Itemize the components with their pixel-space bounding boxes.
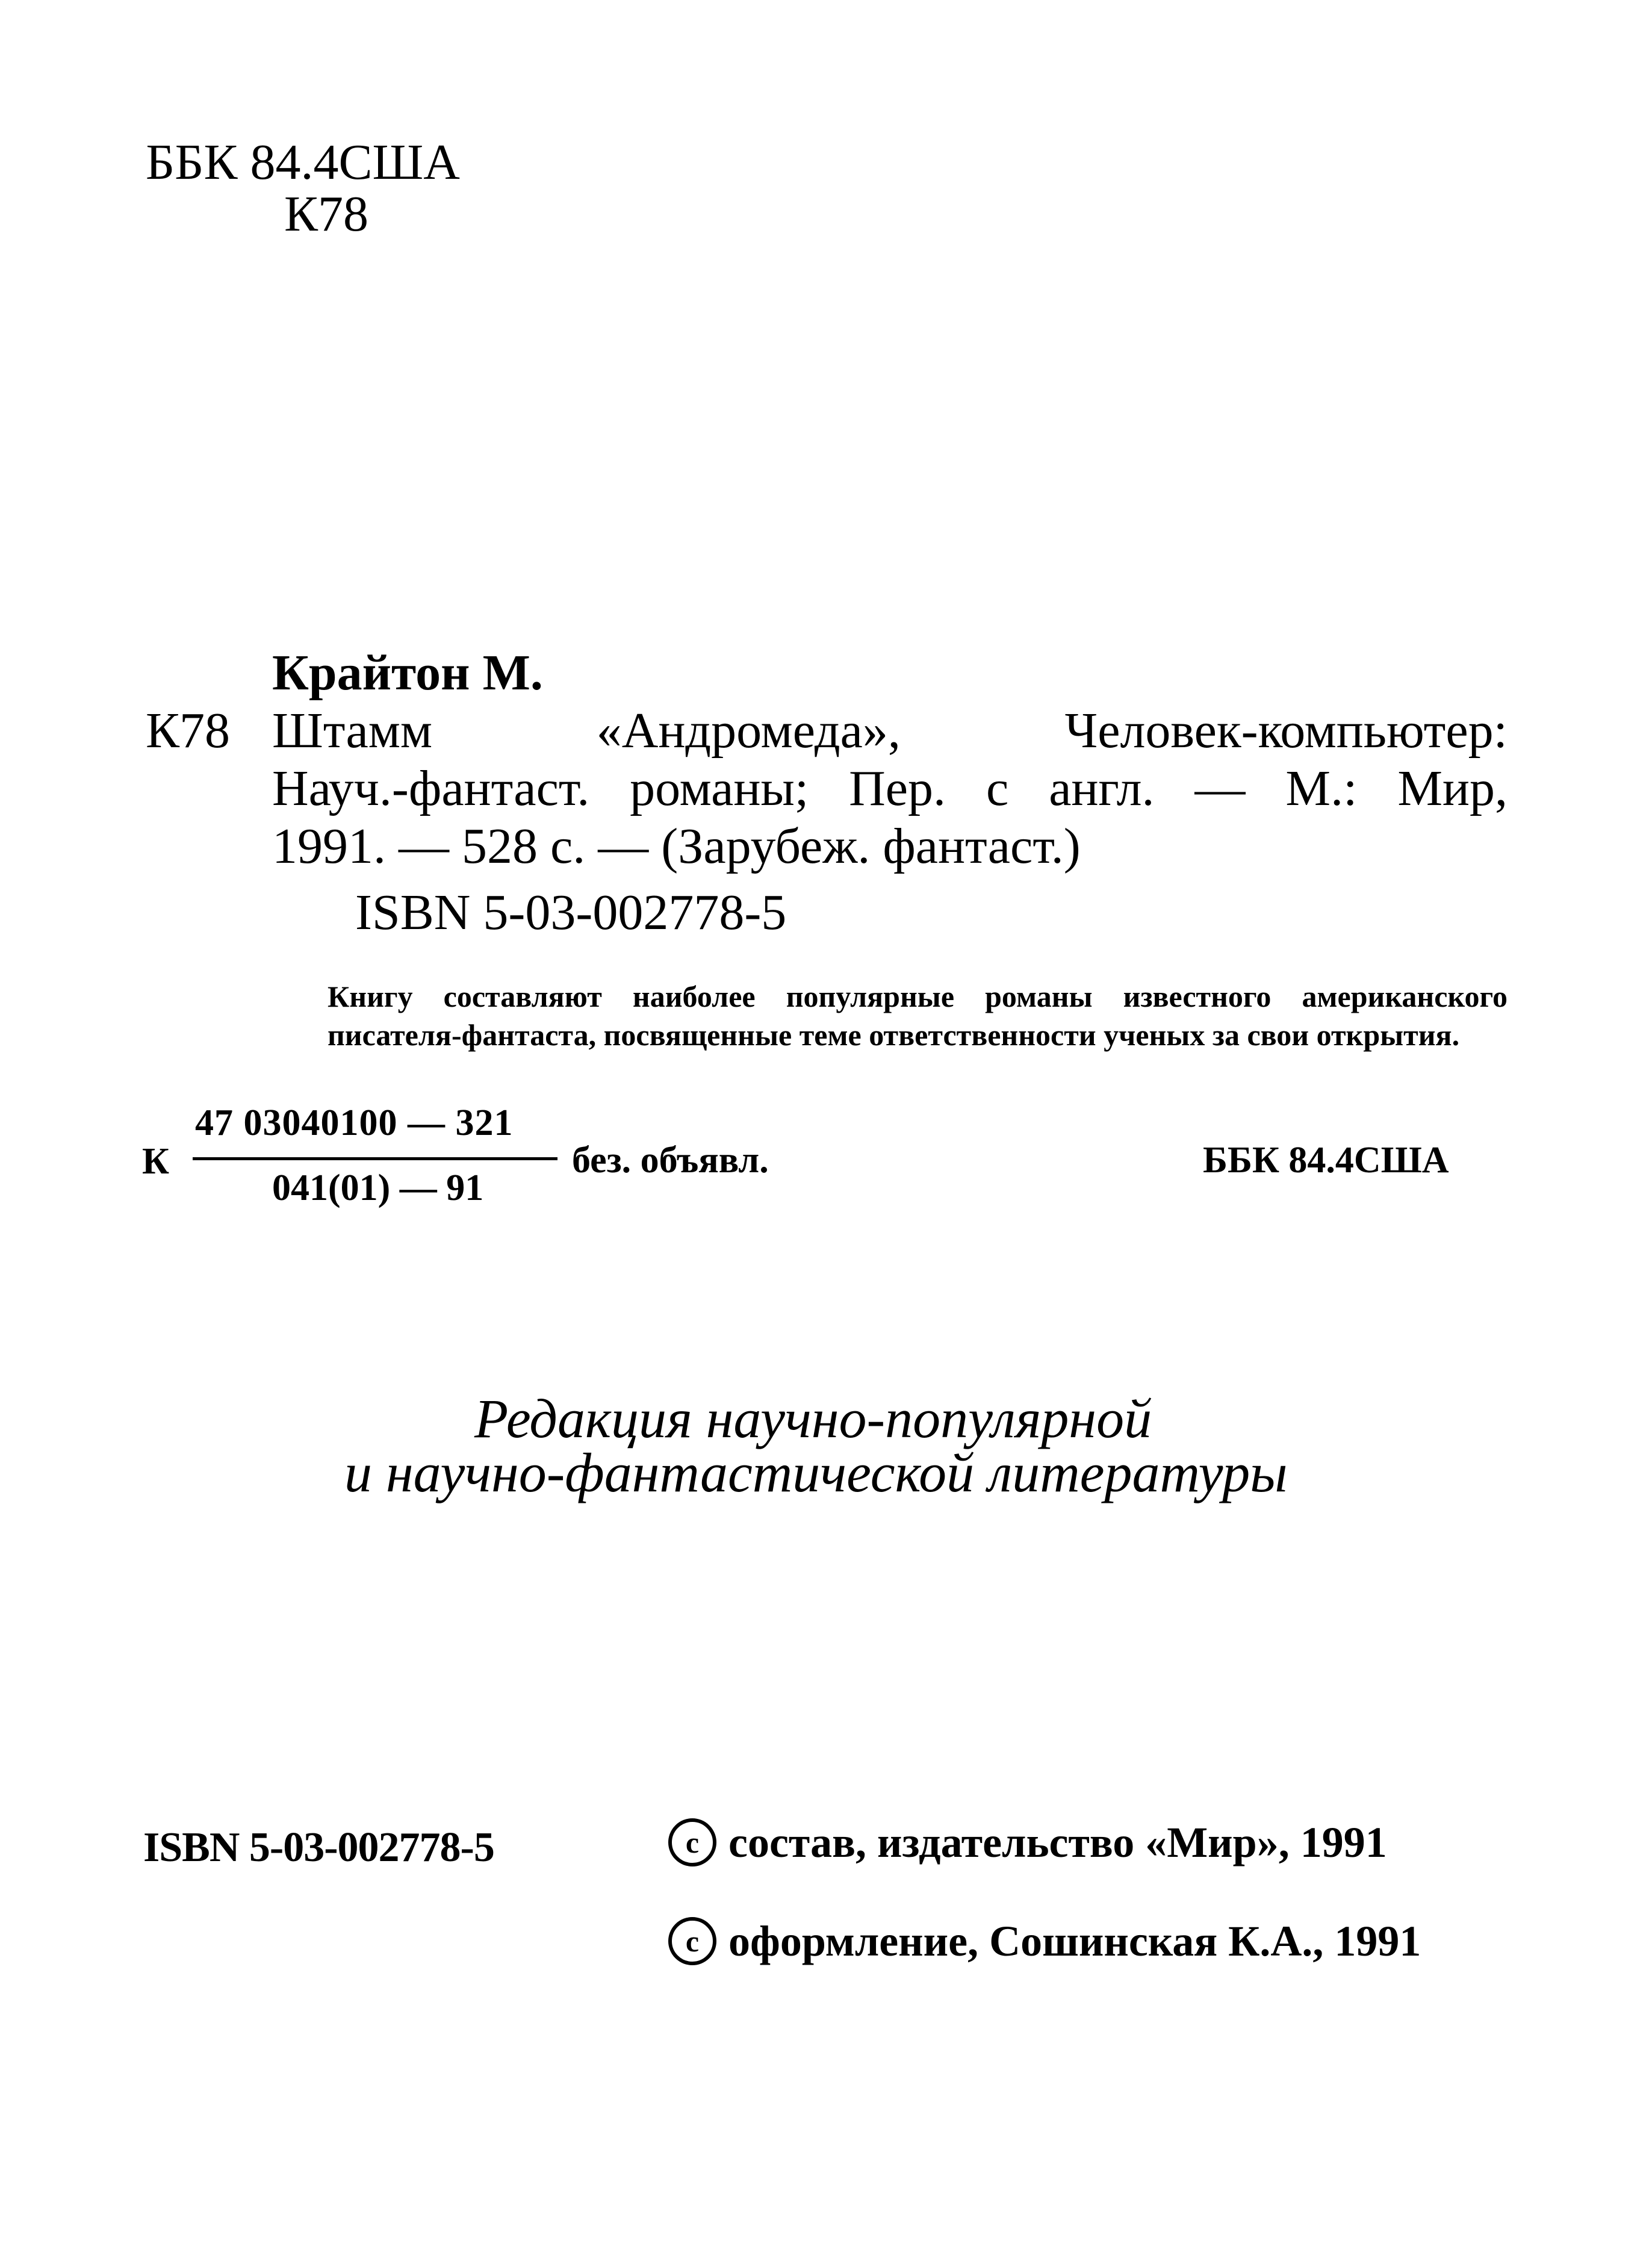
annotation-line: писателя-фантаста, посвященные теме ответственности ученых за свои открытия. [328, 1018, 1460, 1052]
imprint-line: и научно-фантастической литературы [344, 1442, 1288, 1503]
svg-text:c: c [685, 1924, 700, 1958]
copyright-line [667, 1912, 1421, 1970]
author-name: Крайтон М. [272, 645, 543, 701]
copyright-text: состав, издательство «Мир», 1991 [728, 1818, 1387, 1866]
imprint-line: Редакция научно-популярной [474, 1388, 1152, 1449]
entry-author-mark: К78 [146, 703, 231, 759]
fraction-bar [193, 1157, 557, 1160]
entry-publication-line: Науч.-фантаст. романы; Пер. с англ. — М.: Мир, [272, 760, 1508, 816]
svg-text:c: c [685, 1826, 700, 1859]
classification-denominator: 041(01) — 91 [272, 1167, 484, 1208]
entry-series-line: 1991. — 528 с. — (Зарубеж. фантаст.) [272, 818, 1081, 874]
entry-isbn: ISBN 5-03-002778-5 [355, 884, 787, 940]
entry-title-line: Штамм «Андромеда», Человек-компьютер: [272, 703, 1508, 759]
annotation-line: Книгу составляют наиболее популярные романы известного американского [328, 980, 1508, 1013]
classification-note: без. объявл. [572, 1140, 769, 1181]
copyright-line [667, 1813, 1387, 1871]
author-mark-top: К78 [284, 186, 369, 242]
bbk-code-top: ББК 84.4США [146, 134, 460, 190]
copyright-text: оформление, Сошинская К.А., 1991 [728, 1917, 1421, 1965]
classification-bbk: ББК 84.4США [1203, 1140, 1449, 1181]
classification-numerator: 47 03040100 — 321 [195, 1102, 514, 1143]
copyright-icon [667, 1916, 718, 1966]
footer-isbn: ISBN 5-03-002778-5 [143, 1824, 494, 1871]
copyright-icon [667, 1817, 718, 1868]
classification-letter: К [142, 1141, 169, 1182]
